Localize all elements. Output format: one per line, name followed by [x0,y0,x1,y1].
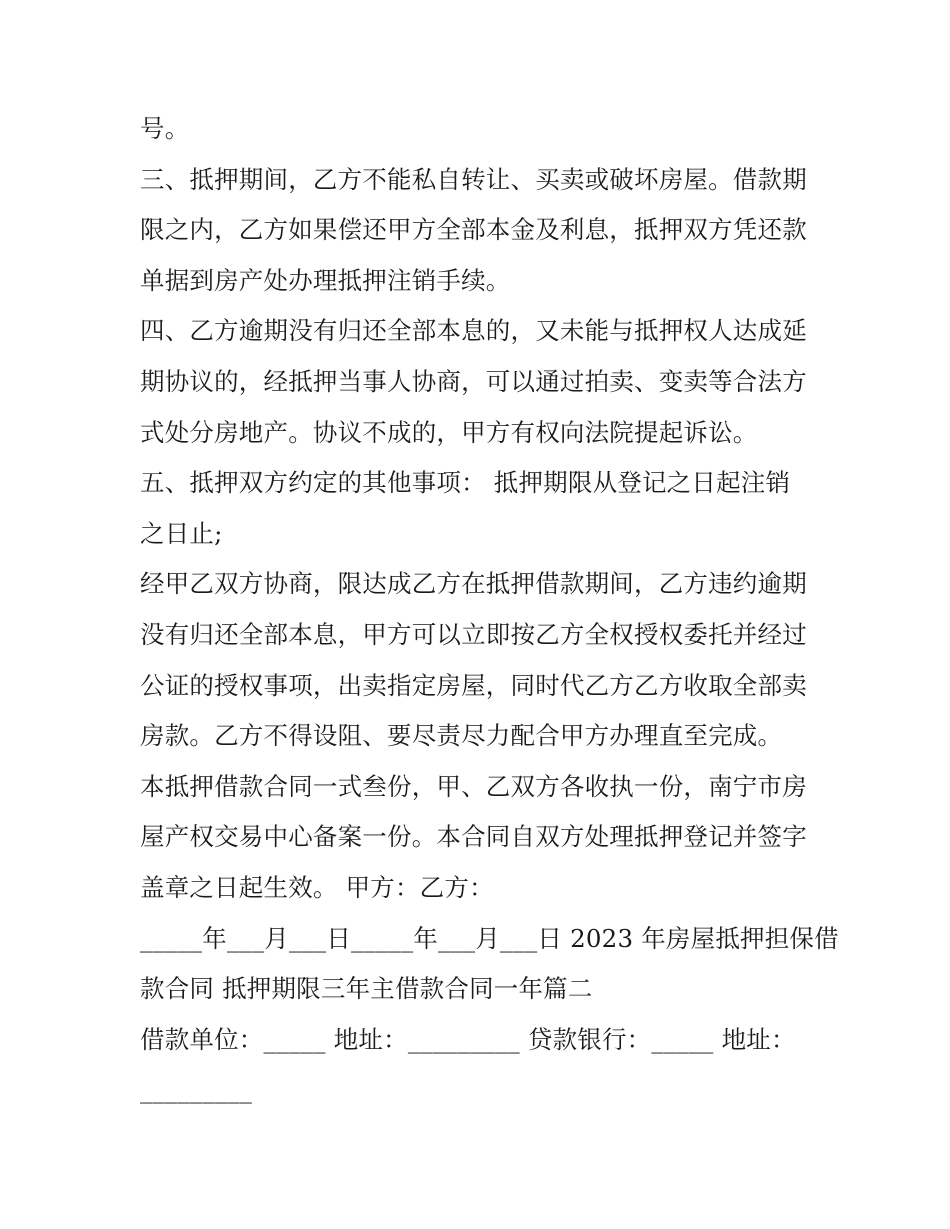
text-line-11: 没有归还全部本息，甲方可以立即按乙方全权授权委托并经过 [140,619,807,649]
text-line-8: 五、抵押双方约定的其他事项： 抵押期限从登记之日起注销 [140,468,791,498]
text-line-7: 式处分房地产。协议不成的，甲方有权向法院提起诉讼。 [140,417,758,447]
text-line-10: 经甲乙双方协商，限达成乙方在抵押借款期间，乙方违约逾期 [140,569,807,599]
text-line-13: 房款。乙方不得设阻、要尽责尽力配合甲方办理直至完成。 [140,721,783,751]
text-line-4: 单据到房产处办理抵押注销手续。 [140,265,511,295]
text-line-12: 公证的授权事项，出卖指定房屋，同时代乙方乙方收取全部卖 [140,670,807,700]
text-line-15: 屋产权交易中心备案一份。本合同自双方处理抵押登记并签字 [140,822,807,852]
text-line-19: 借款单位：_____ 地址：_________ 贷款银行：_____ 地址： [140,1024,796,1054]
text-line-14: 本抵押借款合同一式叁份，甲、乙双方各收执一份，南宁市房 [140,771,807,801]
text-line-5: 四、乙方逾期没有归还全部本息的，又未能与抵押权人达成延 [140,316,807,346]
text-line-9: 之日止; [140,518,223,548]
document-body [140,104,839,1116]
text-line-1: 号。 [140,114,190,143]
text-line-20: _________ [140,1075,253,1105]
text-line-16: 盖章之日起生效。 甲方：乙方： [140,872,494,902]
text-line-2: 三、抵押期间，乙方不能私自转让、买卖或破坏房屋。借款期 [140,164,807,194]
text-line-3: 限之内，乙方如果偿还甲方全部本金及利息，抵押双方凭还款 [140,215,807,245]
text-line-18: 款合同 抵押期限三年主借款合同一年篇二 [140,974,593,1004]
text-line-17: _____年___月___日_____年___月___日 2023 年房屋抵押担保借 [140,923,839,953]
text-line-6: 期协议的，经抵押当事人协商，可以通过拍卖、变卖等合法方 [140,366,807,396]
